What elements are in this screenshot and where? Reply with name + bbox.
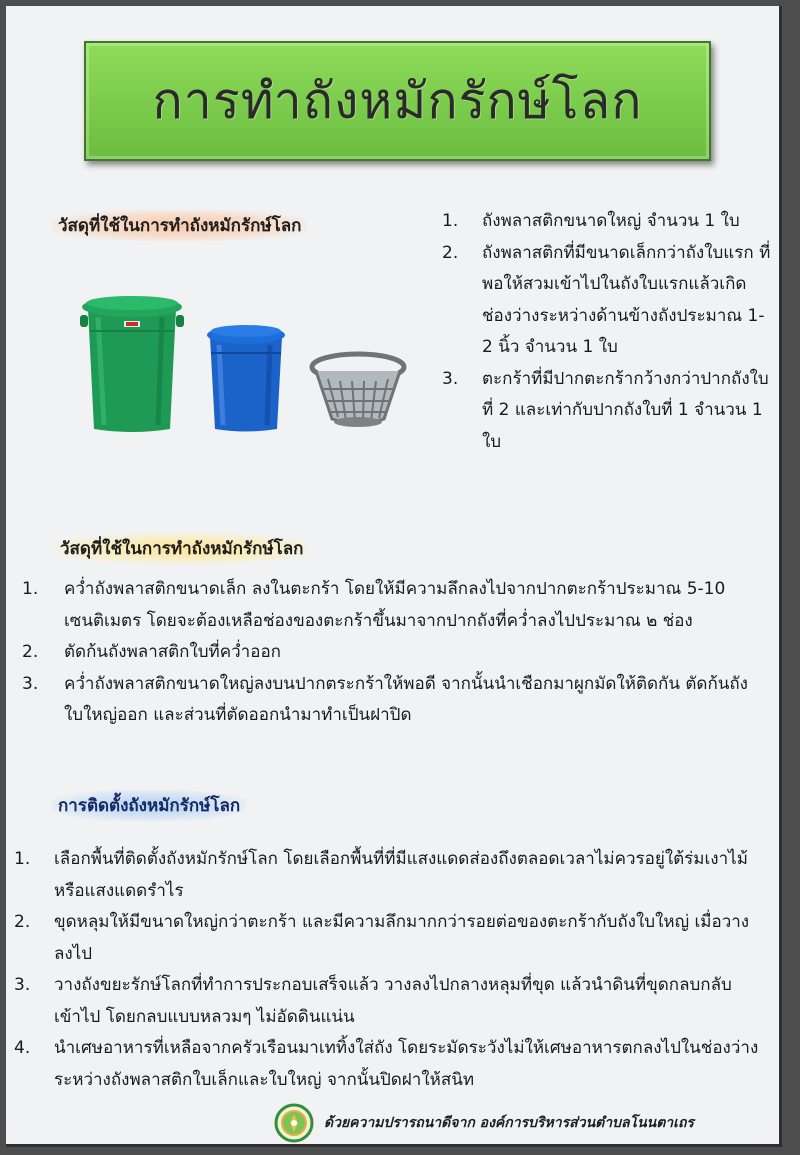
title-banner bbox=[84, 41, 711, 161]
item-number: 3. bbox=[14, 975, 31, 995]
item-text: ขุดหลุมให้มีขนาดใหญ่กว่าตะกร้า และมีความลึกมากกว่ารอยต่อของตะกร้ากับถังใบใหญ่ เมื่อวางลงไป bbox=[54, 912, 750, 964]
item-number: 1. bbox=[14, 849, 31, 869]
municipal-seal-icon bbox=[274, 1103, 314, 1143]
footer bbox=[274, 1103, 694, 1143]
list-item bbox=[14, 1033, 764, 1096]
steps-heading: วัสดุที่ใช้ในการทำถังหมักรักษ์โลก bbox=[54, 533, 309, 564]
item-text: ถังพลาสติกที่มีขนาดเล็กกว่าถังใบแรก ที่พอให้สวมเข้าไปในถังใบแรกแล้วเกิดช่องว่างระหว่างด้านข้างถังประมาณ 1-2 นิ้ว จำนวน 1 ใบ bbox=[482, 242, 771, 357]
install-heading: การติดตั้งถังหมักรักษ์โลก bbox=[52, 790, 246, 821]
install-list bbox=[14, 844, 764, 1096]
item-number: 4. bbox=[14, 1038, 31, 1058]
item-text: คว่ำถังพลาสติกขนาดเล็ก ลงในตะกร้า โดยให้มีความลึกลงไปจากปากตะกร้าประมาณ 5-10 เซนติเมตร โดยจะต้องเหลือช่องของตะกร้าขึ้นมาจากปากถังที่คว่ำลงไปประมาณ ๒ ช่อง bbox=[64, 579, 726, 631]
item-text: ตัดก้นถังพลาสติกใบที่คว่ำออก bbox=[64, 642, 281, 662]
footer-text: ด้วยความปรารถนาดีจาก องค์การบริหารส่วนตำบลโนนตาเถร bbox=[324, 1115, 694, 1131]
item-text: ตะกร้าที่มีปากตะกร้ากว้างกว่าปากถังใบที่ 2 และเท่ากับปากถังใบที่ 1 จำนวน 1 ใบ bbox=[482, 368, 769, 452]
materials-heading: วัสดุที่ใช้ในการทำถังหมักรักษ์โลก bbox=[52, 210, 307, 241]
page-title: การทำถังหมักรักษ์โลก bbox=[152, 71, 643, 130]
list-item bbox=[442, 364, 772, 459]
list-item bbox=[442, 238, 772, 364]
list-item bbox=[22, 637, 762, 669]
item-text: เลือกพื้นที่ติดตั้งถังหมักรักษ์โลก โดยเลือกพื้นที่ที่มีแสงแดดส่องถึงตลอดเวลาไม่ควรอยู่ใต้ร่มเงาไม้ หรือแสงแดดรำไร bbox=[54, 849, 748, 901]
list-item bbox=[22, 669, 762, 732]
item-number: 1. bbox=[442, 211, 459, 231]
large-green-bin-icon bbox=[80, 296, 184, 432]
item-number: 1. bbox=[22, 579, 39, 599]
steps-list bbox=[22, 574, 762, 732]
page bbox=[6, 6, 782, 1147]
item-text: ถังพลาสติกขนาดใหญ่ จำนวน 1 ใบ bbox=[482, 211, 740, 231]
list-item bbox=[22, 574, 762, 637]
item-number: 3. bbox=[442, 368, 459, 389]
item-number: 3. bbox=[22, 673, 39, 694]
item-text: คว่ำถังพลาสติกขนาดใหญ่ลงบนปากตระกร้าให้พอดี จากนั้นนำเชือกมาผูกมัดให้ติดกัน ตัดก้นถังใบใหญ่ออก และส่วนที่ตัดออกนำมาทำเป็นฝาปิด bbox=[64, 673, 748, 725]
list-item bbox=[14, 970, 764, 1033]
list-item bbox=[14, 907, 764, 970]
materials-images bbox=[76, 291, 416, 441]
list-item bbox=[442, 206, 772, 238]
basket-icon bbox=[312, 354, 404, 427]
item-text: วางถังขยะรักษ์โลกที่ทำการประกอบเสร็จแล้ว วางลงไปกลางหลุมที่ขุด แล้วนำดินที่ขุดกลบกลับเข้าไป โดยกลบแบบหลวมๆ ไม่อัดดินแน่น bbox=[54, 975, 732, 1027]
item-number: 2. bbox=[22, 642, 39, 662]
list-item bbox=[14, 844, 764, 907]
item-text: นำเศษอาหารที่เหลือจากครัวเรือนมาเททิ้งใส่ถัง โดยระมัดระวังไม่ให้เศษอาหารตกลงไปในช่องว่างระหว่างถังพลาสติกใบเล็กและใบใหญ่ จากนั้นปิดฝาให้สนิท bbox=[54, 1038, 759, 1090]
item-number: 2. bbox=[14, 912, 31, 932]
materials-list bbox=[442, 206, 772, 458]
item-number: 2. bbox=[442, 242, 459, 263]
blue-bin-icon bbox=[207, 325, 285, 432]
